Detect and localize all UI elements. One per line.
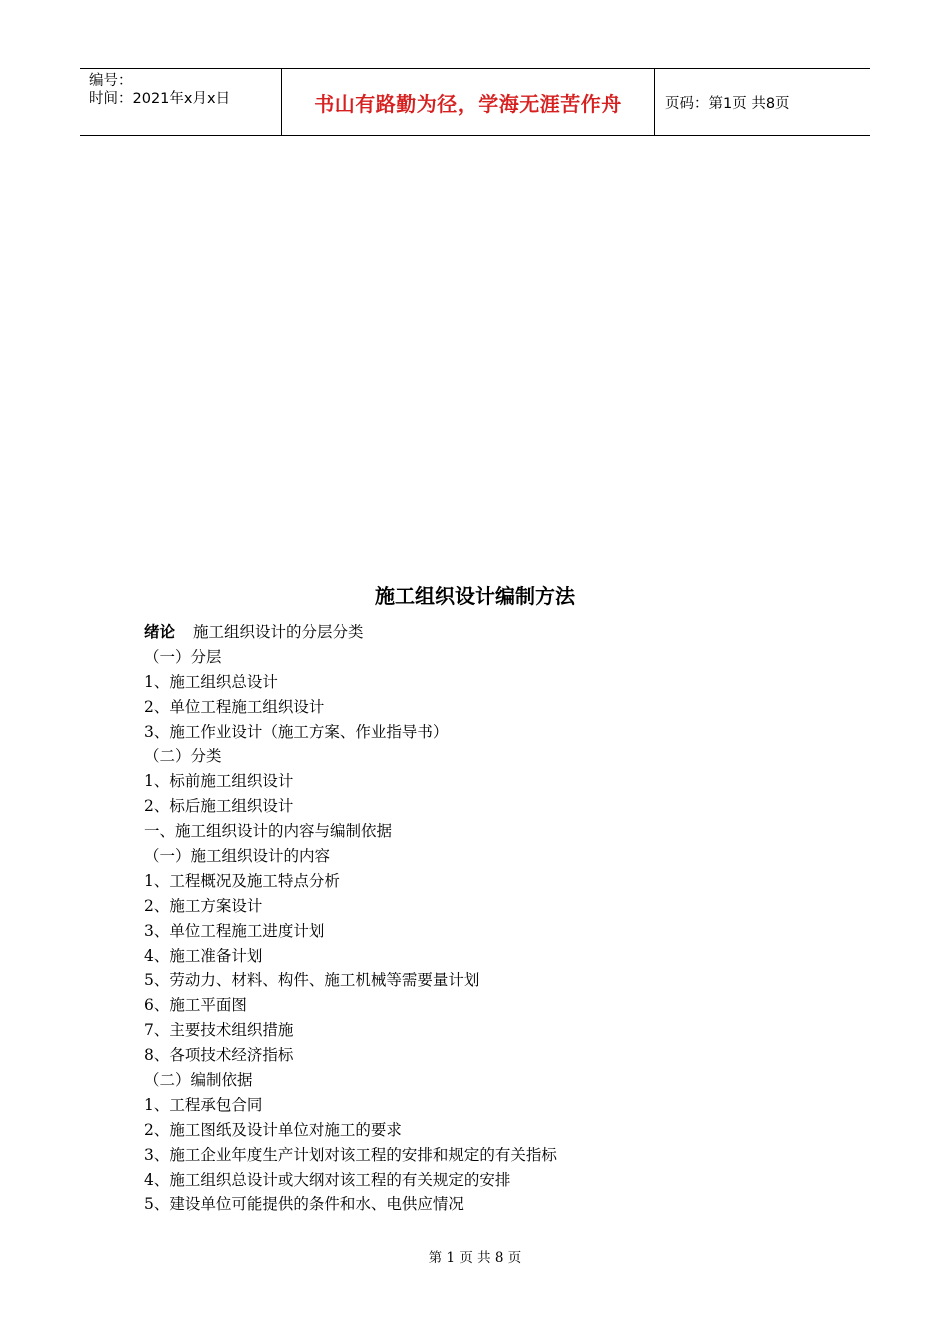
body-line: 3、施工企业年度生产计划对该工程的安排和规定的有关指标 — [144, 1145, 557, 1164]
header-page-info: 页码：第1页 共8页 — [665, 95, 790, 112]
intro-line — [144, 620, 844, 645]
document-title: 施工组织设计编制方法 — [375, 584, 575, 608]
intro-text: 施工组织设计的分层分类 — [193, 623, 364, 641]
body-line: 1、施工组织总设计 — [144, 672, 278, 691]
document-body — [144, 620, 844, 1217]
document-time-label: 时间：2021年x月x日 — [89, 91, 231, 107]
page-footer: 第 1 页 共 8 页 — [428, 1250, 522, 1266]
body-line: 2、施工方案设计 — [144, 896, 263, 915]
body-line: 6、施工平面图 — [144, 996, 247, 1015]
body-line: 2、标后施工组织设计 — [144, 797, 294, 816]
body-line: （一）施工组织设计的内容 — [144, 847, 331, 866]
body-line: 8、各项技术经济指标 — [144, 1046, 294, 1065]
body-line: 一、施工组织设计的内容与编制依据 — [144, 822, 393, 841]
body-line: 1、工程概况及施工特点分析 — [144, 871, 340, 890]
body-line: 4、施工组织总设计或大纲对该工程的有关规定的安排 — [144, 1170, 511, 1189]
body-line: 5、劳动力、材料、构件、施工机械等需要量计划 — [144, 971, 480, 990]
header-motto: 书山有路勤为径，学海无涯苦作舟 — [281, 69, 655, 135]
body-line: （二）编制依据 — [144, 1071, 253, 1090]
document-number-label: 编号： — [89, 73, 133, 89]
body-line: 1、工程承包合同 — [144, 1095, 263, 1114]
header-meta — [80, 69, 281, 135]
intro-lead: 绪论 — [144, 622, 176, 641]
body-line: 3、单位工程施工进度计划 — [144, 921, 325, 940]
body-line: 7、主要技术组织措施 — [144, 1021, 294, 1040]
body-line: 1、标前施工组织设计 — [144, 772, 294, 791]
body-line: 2、施工图纸及设计单位对施工的要求 — [144, 1120, 402, 1139]
body-line: 3、施工作业设计（施工方案、作业指导书） — [144, 722, 449, 741]
body-line: 2、单位工程施工组织设计 — [144, 697, 325, 716]
body-line: 4、施工准备计划 — [144, 946, 263, 965]
body-line: （一）分层 — [144, 647, 222, 666]
page-header — [80, 68, 870, 136]
body-line: 5、建设单位可能提供的条件和水、电供应情况 — [144, 1195, 464, 1214]
body-line: （二）分类 — [144, 747, 222, 766]
